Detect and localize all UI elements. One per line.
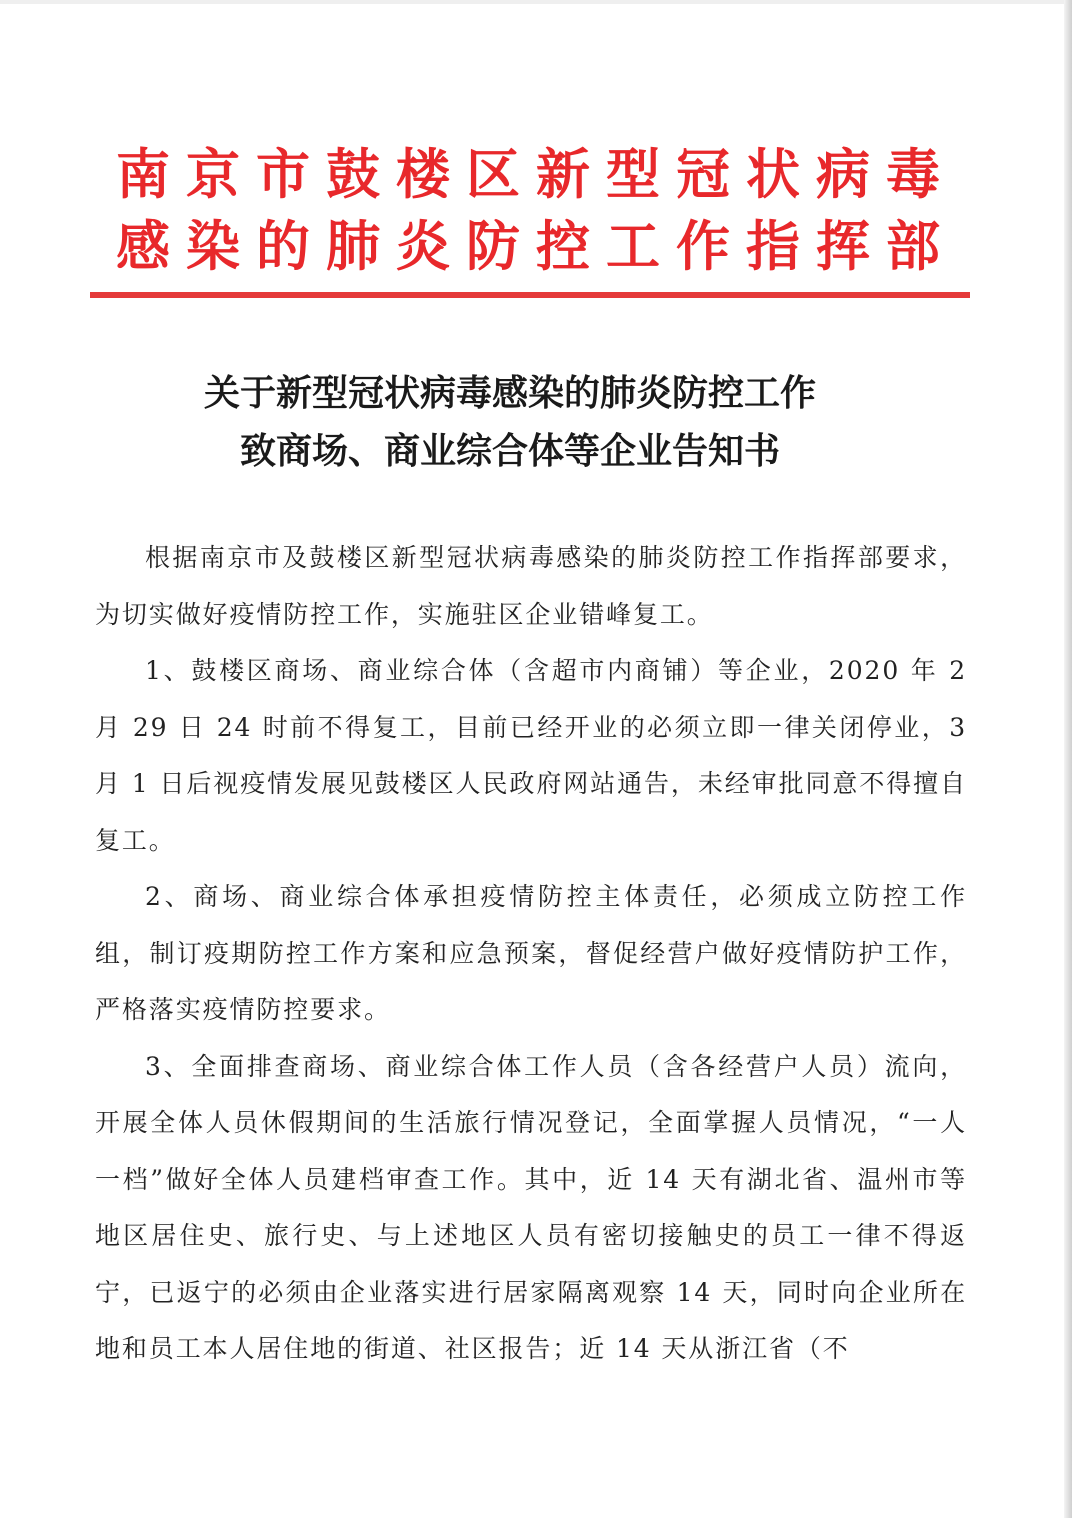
letterhead bbox=[90, 138, 970, 282]
letterhead-red-rule bbox=[90, 292, 970, 298]
letterhead-line-2: 感染的肺炎防控工作指挥部 bbox=[116, 214, 956, 278]
paragraph-item-1: 1、鼓楼区商场、商业综合体（含超市内商铺）等企业，2020 年 2 月 29 日 24 时前不得复工，目前已经开业的必须立即一律关闭停业，3 月 1 日后视疫情发展见鼓楼区人民政府网站通告，未经审批同意不得擅自复工。 bbox=[95, 656, 967, 855]
title-line-1: 关于新型冠状病毒感染的肺炎防控工作 bbox=[203, 372, 816, 414]
paragraph-intro: 根据南京市及鼓楼区新型冠状病毒感染的肺炎防控工作指挥部要求，为切实做好疫情防控工作，实施驻区企业错峰复工。 bbox=[95, 543, 967, 629]
paragraph-item-3: 3、全面排查商场、商业综合体工作人员（含各经营户人员）流向，开展全体人员休假期间的生活旅行情况登记，全面掌握人员情况，“一人一档”做好全体人员建档审查工作。其中，近 14 天有湖北省、温州市等地区居住史、旅行史、与上述地区人员有密切接触史的员工一律不得返宁，已返宁的必须由企业落实进行居家隔离观察 14 天，同时向企业所在地和员工本人居住地的街道、社区报告；近 14 天从浙江省（不 bbox=[95, 1051, 967, 1363]
letterhead-line-1: 南京市鼓楼区新型冠状病毒 bbox=[116, 142, 956, 206]
paragraph-item-2: 2、商场、商业综合体承担疫情防控主体责任，必须成立防控工作组，制订疫期防控工作方案和应急预案，督促经营户做好疫情防护工作，严格落实疫情防控要求。 bbox=[95, 882, 967, 1024]
title-line-2: 致商场、商业综合体等企业告知书 bbox=[239, 430, 780, 472]
document-body bbox=[95, 530, 967, 1378]
page-right-shadow bbox=[1064, 0, 1072, 1518]
page-top-shadow bbox=[0, 0, 1072, 4]
document-title bbox=[90, 364, 930, 480]
